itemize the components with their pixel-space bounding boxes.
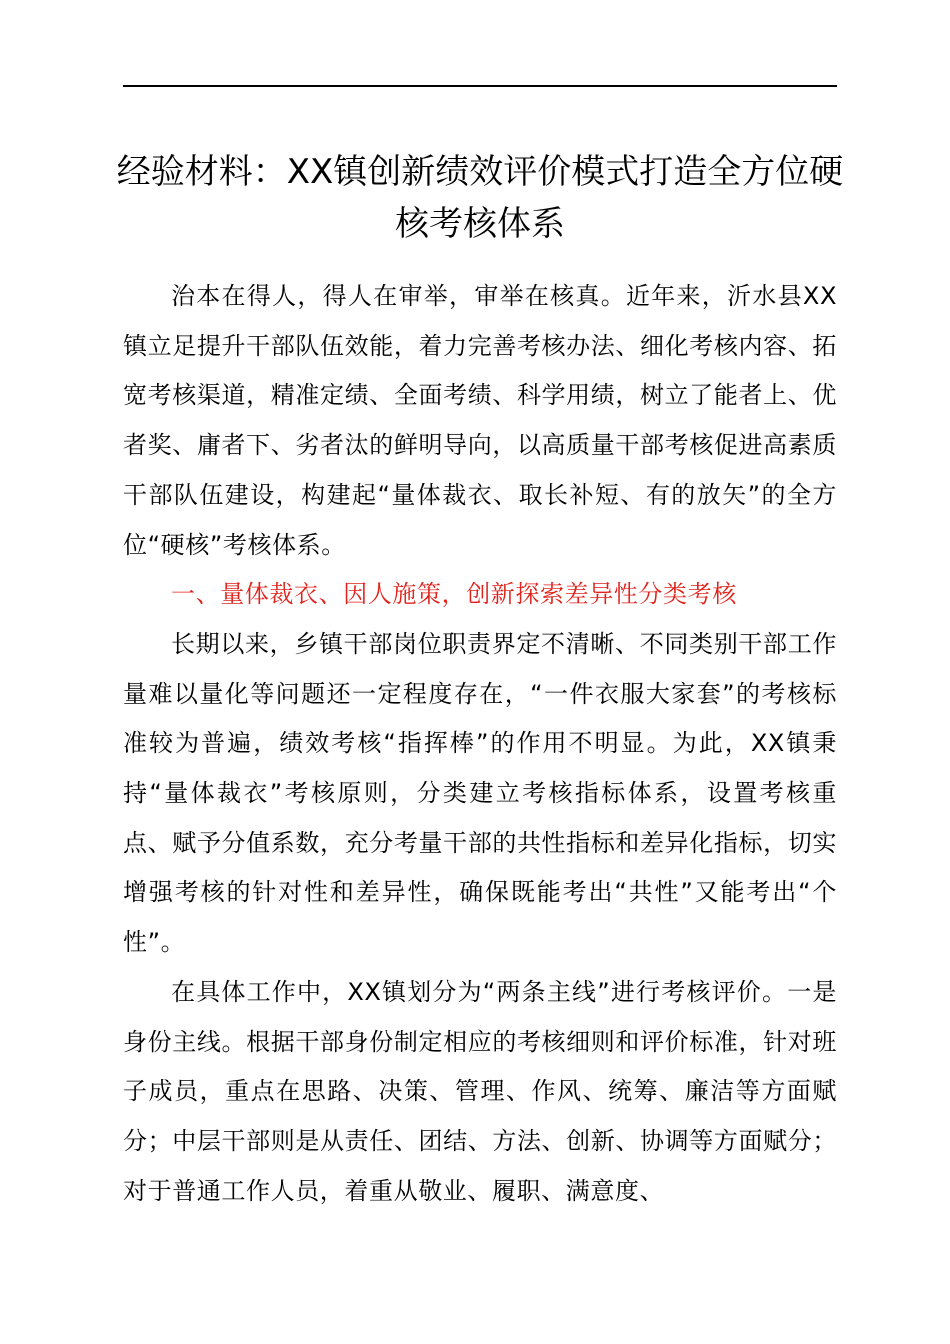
section-heading: 一、量体裁衣、因人施策，创新探索差异性分类考核 (171, 580, 737, 609)
document-title: 经验材料：XX镇创新绩效评价模式打造全方位硬核考核体系 (116, 152, 844, 244)
paragraph-section-2: 在具体工作中，XX镇划分为“两条主线”进行考核评价。一是身份主线。根据干部身份制定相应的考核细则和评价标准，针对班子成员，重点在思路、决策、管理、作风、统筹、廉洁等方面赋分；中层干部则是从责任、团结、方法、创新、协调等方面赋分；对于普通工作人员，着重从敬业、履职、满意度、 (123, 977, 837, 1205)
paragraph-section-1: 长期以来，乡镇干部岗位职责界定不清晰、不同类别干部工作量难以量化等问题还一定程度存在，“一件衣服大家套”的考核标准较为普遍，绩效考核“指挥棒”的作用不明显。为此，XX镇秉持“量体裁衣”考核原则，分类建立考核指标体系，设置考核重点、赋予分值系数，充分考量干部的共性指标和差异化指标，切实增强考核的针对性和差异性，确保既能考出“共性”又能考出“个性”。 (123, 629, 837, 957)
header-rule (123, 85, 837, 87)
paragraph-intro: 治本在得人，得人在审举，审举在核真。近年来，沂水县XX镇立足提升干部队伍效能，着力完善考核办法、细化考核内容、拓宽考核渠道，精准定绩、全面考绩、科学用绩，树立了能者上、优者奖、庸者下、劣者汰的鲜明导向，以高质量干部考核促进高素质干部队伍建设，构建起“量体裁衣、取长补短、有的放矢”的全方位“硬核”考核体系。 (123, 282, 837, 559)
document-body (123, 272, 837, 1216)
